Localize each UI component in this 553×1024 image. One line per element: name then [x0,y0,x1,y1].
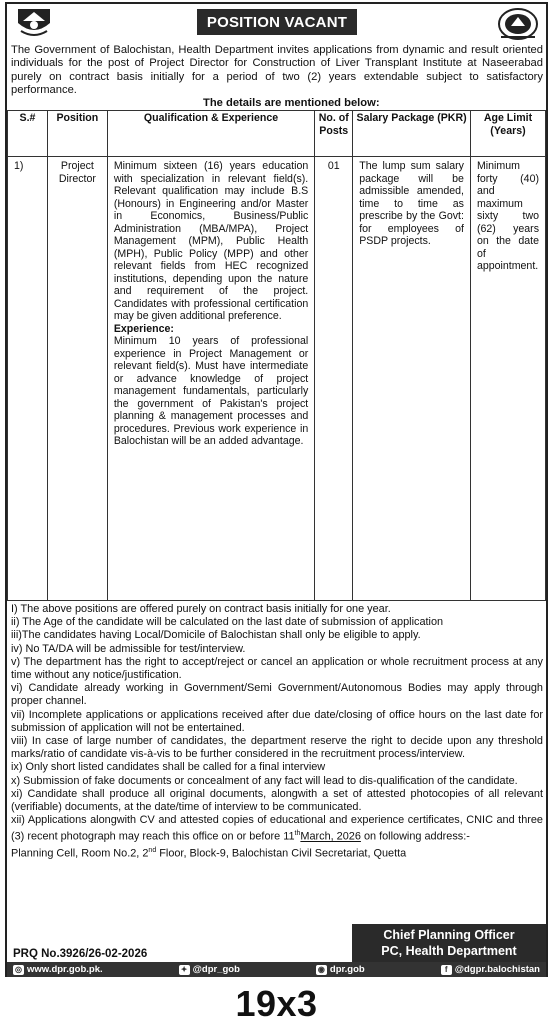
instagram-link[interactable]: ◉ dpr.gob [317,964,365,975]
facebook-icon: f [441,965,452,975]
cell-position: Project Director [47,157,107,601]
cell-posts: 01 [315,157,353,601]
header [7,4,546,44]
header-salary: Salary Package (PKR) [353,111,471,157]
term-item: iv) No TA/DA will be admissible for test/interview. [11,642,246,655]
term-item: x) Submission of fake documents or concealment of any fact will lead to dis-qualification of the candidate. [11,774,518,787]
page-title: POSITION VACANT [197,9,357,35]
experience-text: Minimum 10 years of professional experience in Project Management or relevant field(s). Must have intermediate or advance knowledge of project management fundamentals, particularly the government of Pakistan's project planning & management processes and procedures. Previous work experience in Balochistan will be an added advantage. [113,335,309,447]
health-department-seal-icon [497,7,539,41]
twitter-icon: ✦ [179,965,190,975]
term-item: vii) Incomplete applications or applications received after due date/closing of office hours on the last date for submission of application will not be entertained. [11,708,543,734]
term-item: ix) Only short listed candidates shall be called for a final interview [11,761,326,774]
cell-age: Minimum forty (40) and maximum sixty two (62) years on the date of appointment. [470,157,545,601]
term-item: xi) Candidate shall produce all original documents, alongwith a set of attested photocopies of all relevant (verifiable) documents, at the date/time of interview to be communicated. [11,787,543,814]
term-item: vi) Candidate already working in Government/Semi Government/Autonomous Bodies may apply through proper channel. [11,682,543,708]
header-age: Age Limit (Years) [470,111,545,157]
qualification-text: Minimum sixteen (16) years education with specialization in relevant field(s). Relevant qualification may include B.S (Honours) in Engineering and/or Master in Economics, Business/Public Administration (MBA/MPA), Project Management (MPM), Public Health (MPH), Public Policy (MPP) and other relevant fields from HEC recognized institutions, depending upon the nature and requirement of the project. Candidates with professional certification may be given additional preference. [113,160,309,322]
experience-heading: Experience: [113,322,174,335]
instagram-icon: ◉ [316,965,327,975]
terms-list [11,603,543,861]
submission-address: Planning Cell, Room No.2, 2nd Floor, Block-9, Balochistan Civil Secretariat, Quetta [11,847,407,860]
social-bar [7,962,546,977]
globe-icon: ◎ [13,965,24,975]
officer-title: Chief Planning Officer [383,928,515,942]
website-link[interactable]: ◎ www.dpr.gob.pk. [15,964,103,975]
term-item: v) The department has the right to accept/reject or cancel an application or whole recruitment process at any time without any notice/justification. [11,655,543,682]
cell-salary: The lump sum salary package will be admissible amended, time to time as prescribe by the Govt: for employees of PSDP projects. [353,157,471,601]
intro-subheading [11,97,543,110]
details-heading: The details are mentioned below: [203,97,380,109]
cell-sn: 1) [8,157,48,601]
officer-department: PC, Health Department [381,944,517,958]
deadline-date: March, 2026 [300,831,361,844]
positions-table [7,110,546,601]
header-position: Position [47,111,107,157]
term-item: viii) In case of large number of candidates, the department reserve the right to decide upon any threshold marks/ratio of candidate vis-à-vis to be further considered in the recruitment process/interview. [11,735,543,761]
term-item: I) The above positions are offered purely on contract basis initially for one year. [11,603,391,615]
header-posts: No. of Posts [315,111,353,157]
twitter-link[interactable]: ✦ @dpr_gob [179,964,240,975]
balochistan-emblem-icon [15,7,53,37]
table-row [8,157,546,601]
term-item-submission: xii) Applications alongwith CV and attested copies of educational and experience certificates, CNIC and three (3) recent photograph may reach this office on or before 11thMarch, 2026 on following address:- [11,814,543,844]
header-qualification: Qualification & Experience [107,111,314,157]
officer-signature-block [352,924,546,962]
cell-qualification [107,157,314,601]
advertisement-frame [5,2,548,977]
prq-number: PRQ No.3926/26-02-2026 [13,948,148,960]
table-header-row [8,111,546,157]
term-item: iii)The candidates having Local/Domicile of Balochistan shall only be eligible to apply. [11,629,421,642]
term-item: ii) The Age of the candidate will be calculated on the last date of submission of application [11,616,444,629]
intro-paragraph: The Government of Balochistan, Health Department invites applications from dynamic and result oriented individuals for the post of Project Director for Construction of Liver Transplant Institute at Naseerabad purely on contract basis initially for a period of two (2) years extendable subject to satisfactory performance. [11,44,543,97]
facebook-link[interactable]: f @dgpr.balochistan [441,964,540,975]
ad-size-code: 19x3 [235,983,318,1024]
header-sn: S.# [8,111,48,157]
